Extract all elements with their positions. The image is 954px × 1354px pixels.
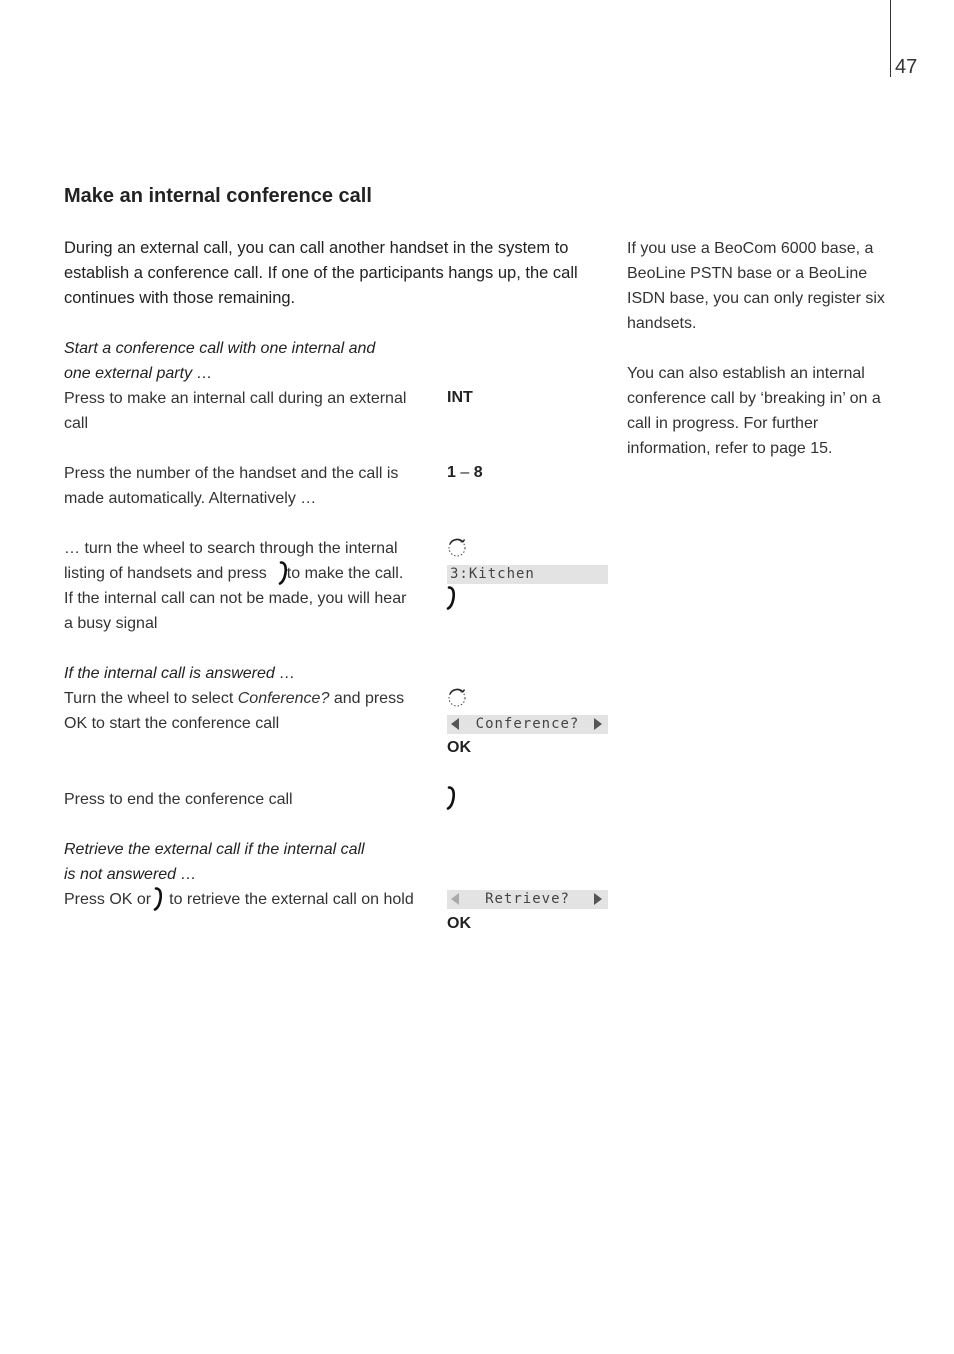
ok-key: OK: [447, 739, 471, 756]
step5-line: Press to end the conference call: [64, 791, 293, 808]
phone-handset-icon: [278, 561, 290, 585]
sidebar-note-base: If you use a BeoCom 6000 base, a BeoLine PSTN base or a BeoLine ISDN base, you can only register six handsets.: [627, 240, 885, 332]
step6-line-part1: Press OK or: [64, 891, 152, 908]
start-heading-line2: one external party …: [64, 365, 213, 382]
step3-line2: [64, 561, 403, 586]
step3-line3: If the internal call can not be made, you will hear: [64, 590, 407, 607]
phone-handset-icon: [446, 586, 458, 610]
step3-line2-part1: listing of handsets and press: [64, 565, 267, 582]
step1-line2: call: [64, 415, 89, 432]
phone-handset-icon: [153, 887, 165, 911]
number-key-separator: –: [455, 464, 474, 481]
intro-paragraph: During an external call, you can call another handset in the system to establish a conference call. If one of the participants hangs up, the call continues with those remaining.: [64, 239, 578, 307]
display-retrieve-text: Retrieve?: [485, 891, 570, 907]
step4-line1: [64, 686, 404, 711]
display-conference-text: Conference?: [475, 716, 580, 732]
step1-line1: Press to make an internal call during an external: [64, 390, 407, 407]
retrieve-heading-line2: is not answered …: [64, 866, 197, 883]
int-key: INT: [447, 389, 473, 406]
display-kitchen-text: 3:Kitchen: [450, 566, 535, 582]
sidebar-note-breaking-in: You can also establish an internal conference call by ‘breaking in’ on a call in progress. For further information, refer to page 15.: [627, 365, 881, 457]
display-retrieve: [447, 890, 608, 909]
number-key-to: 8: [473, 464, 483, 481]
start-heading-line1: Start a conference call with one internal and: [64, 340, 376, 357]
step3-line4: a busy signal: [64, 615, 158, 632]
step4-line1-part3: and press: [333, 690, 405, 707]
number-key-range: [447, 464, 483, 482]
step4-line2: OK to start the conference call: [64, 715, 280, 732]
step2-line2: made automatically. Alternatively …: [64, 490, 317, 507]
number-key-from: 1: [447, 464, 456, 481]
step3-line2-part2: to make the call.: [286, 565, 404, 582]
answered-heading: If the internal call is answered …: [64, 665, 296, 682]
step4-line1-conference: Conference?: [237, 690, 330, 707]
retrieve-heading-line1: Retrieve the external call if the internal call: [64, 841, 365, 858]
display-kitchen: [447, 565, 608, 584]
page-title: Make an internal conference call: [64, 185, 372, 207]
page-rule: [890, 0, 891, 77]
wheel-icon: [446, 536, 468, 558]
arrow-right-icon: [594, 718, 602, 730]
display-conference: [447, 715, 608, 734]
page-number: 47: [895, 56, 918, 78]
phone-handset-icon: [446, 786, 458, 810]
ok-key: OK: [447, 915, 471, 932]
step6-line-part2: to retrieve the external call on hold: [169, 891, 414, 908]
arrow-right-icon: [594, 893, 602, 905]
step4-line1-part1: Turn the wheel to select: [64, 690, 234, 707]
step3-line1: … turn the wheel to search through the internal: [64, 540, 398, 557]
wheel-icon: [446, 686, 468, 708]
step2-line1: Press the number of the handset and the call is: [64, 465, 399, 482]
step6-line: [64, 887, 414, 912]
